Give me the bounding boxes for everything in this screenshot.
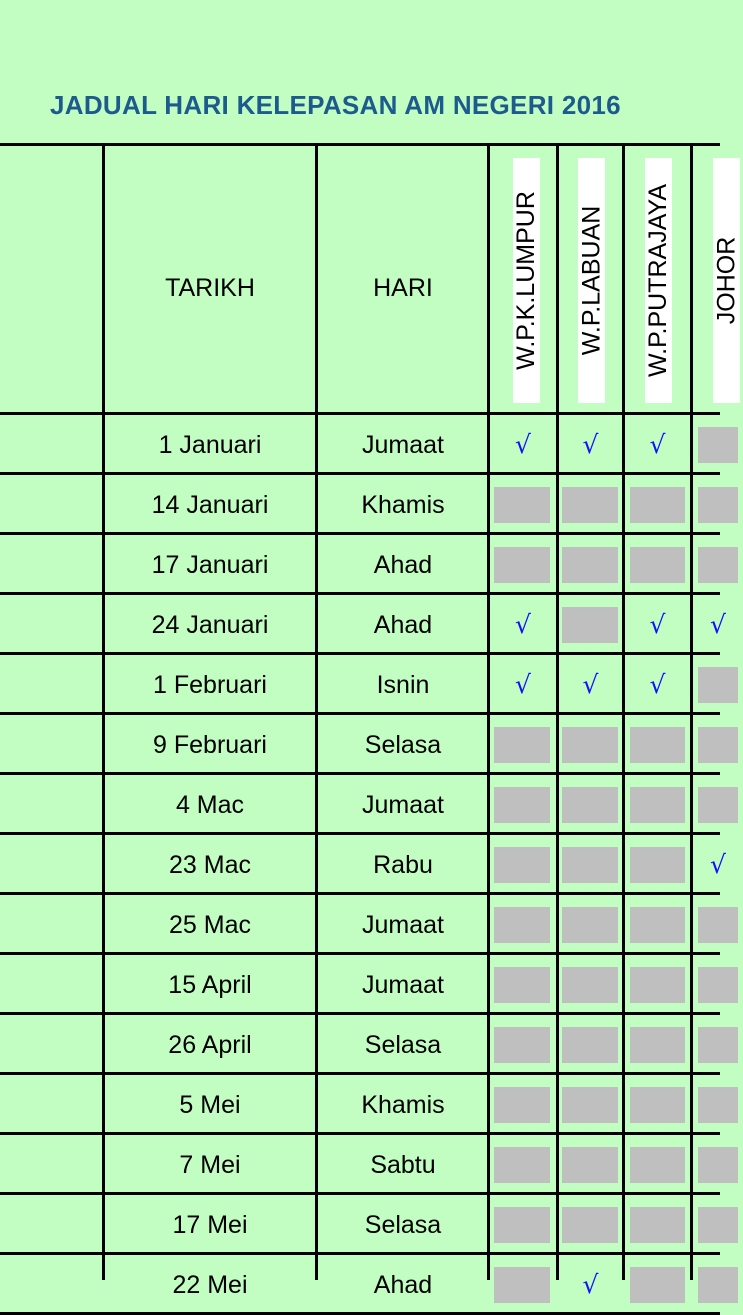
tarikh-cell: 14 Januari: [151, 491, 269, 519]
empty-cell-box: [562, 547, 618, 583]
row-divider: [0, 772, 720, 775]
empty-cell-box: [562, 847, 618, 883]
table-row: [0, 1255, 720, 1315]
empty-cell-box: [562, 1027, 618, 1063]
hari-cell: Isnin: [376, 671, 430, 699]
empty-cell-box: [698, 1027, 738, 1063]
empty-cell-box: [698, 667, 738, 703]
column-divider: [556, 143, 559, 1280]
empty-cell-box: [494, 787, 550, 823]
table-row: [0, 1135, 720, 1195]
empty-cell-box: [630, 967, 685, 1003]
hari-cell: Sabtu: [370, 1151, 436, 1179]
row-divider: [0, 652, 720, 655]
empty-cell-box: [630, 1147, 685, 1183]
row-divider: [0, 1072, 720, 1075]
table-row: [0, 715, 720, 775]
holiday-check-mark: √: [649, 610, 666, 639]
empty-cell-box: [630, 1087, 685, 1123]
column-header-state-1: W.P.LABUAN: [578, 158, 605, 403]
hari-cell: Ahad: [373, 551, 433, 579]
hari-cell: Ahad: [373, 611, 433, 639]
hari-cell: Khamis: [361, 1091, 445, 1119]
empty-cell-box: [562, 727, 618, 763]
empty-cell-box: [630, 547, 685, 583]
holiday-check-mark: √: [582, 430, 599, 459]
tarikh-cell: 26 April: [168, 1031, 252, 1059]
table-row: [0, 1015, 720, 1075]
tarikh-cell: 23 Mac: [169, 851, 251, 879]
empty-cell-box: [494, 727, 550, 763]
holiday-check-mark: √: [649, 670, 666, 699]
table-row: [0, 655, 720, 715]
row-divider: [0, 952, 720, 955]
empty-cell-box: [494, 967, 550, 1003]
holiday-check-mark: √: [515, 430, 531, 459]
tarikh-cell: 17 Januari: [151, 551, 269, 579]
hari-cell: Ahad: [373, 1271, 433, 1299]
hari-cell: Rabu: [373, 851, 433, 879]
column-divider: [690, 143, 693, 1280]
empty-cell-box: [698, 1147, 738, 1183]
empty-cell-box: [494, 1087, 550, 1123]
table-row: [0, 835, 726, 895]
empty-cell-box: [562, 1147, 618, 1183]
hari-cell: Selasa: [364, 1211, 442, 1239]
table-row: [0, 535, 720, 595]
hari-cell: Jumaat: [362, 431, 444, 459]
empty-cell-box: [698, 1267, 738, 1303]
row-divider: [0, 1192, 720, 1195]
row-divider: [0, 532, 720, 535]
hari-cell: Selasa: [364, 731, 442, 759]
hari-cell: Jumaat: [362, 971, 444, 999]
empty-cell-box: [698, 907, 738, 943]
row-divider: [0, 712, 720, 715]
table-row: [0, 895, 720, 955]
table-row: [0, 595, 726, 655]
empty-cell-box: [494, 847, 550, 883]
empty-cell-box: [494, 907, 550, 943]
empty-cell-box: [562, 787, 618, 823]
header-border-bottom: [0, 412, 720, 415]
empty-cell-box: [494, 1147, 550, 1183]
tarikh-cell: 22 Mei: [172, 1271, 248, 1299]
hari-cell: Khamis: [361, 491, 445, 519]
empty-cell-box: [630, 727, 685, 763]
column-header-hari: HARI: [373, 274, 433, 302]
holiday-check-mark: √: [515, 670, 531, 699]
empty-cell-box: [698, 967, 738, 1003]
page-title: JADUAL HARI KELEPASAN AM NEGERI 2016: [50, 90, 621, 120]
holiday-check-mark: √: [515, 610, 531, 639]
row-divider: [0, 592, 720, 595]
column-header-state-0: W.P.K.LUMPUR: [513, 158, 540, 403]
row-divider: [0, 832, 720, 835]
empty-cell-box: [698, 1207, 738, 1243]
row-divider: [0, 472, 720, 475]
empty-cell-box: [630, 1267, 685, 1303]
column-divider: [487, 143, 490, 1280]
row-divider: [0, 1252, 720, 1255]
table-row: [0, 955, 720, 1015]
tarikh-cell: 4 Mac: [175, 791, 245, 819]
tarikh-cell: 17 Mei: [172, 1211, 248, 1239]
tarikh-cell: 5 Mei: [179, 1091, 241, 1119]
empty-cell-box: [630, 1207, 685, 1243]
empty-cell-box: [562, 487, 618, 523]
empty-cell-box: [698, 547, 738, 583]
table-row: [0, 415, 720, 475]
empty-cell-box: [562, 907, 618, 943]
empty-cell-box: [562, 607, 618, 643]
empty-cell-box: [494, 1027, 550, 1063]
hari-cell: Selasa: [364, 1031, 442, 1059]
hari-cell: Jumaat: [362, 791, 444, 819]
tarikh-cell: 25 Mac: [169, 911, 251, 939]
empty-cell-box: [698, 727, 738, 763]
empty-cell-box: [494, 547, 550, 583]
empty-cell-box: [630, 847, 685, 883]
holiday-check-mark: √: [582, 1270, 599, 1299]
table-border-top: [0, 143, 720, 146]
row-divider: [0, 1132, 720, 1135]
tarikh-cell: 9 Februari: [153, 731, 267, 759]
holiday-check-mark: √: [649, 430, 666, 459]
tarikh-cell: 1 Februari: [153, 671, 267, 699]
empty-cell-box: [494, 1267, 550, 1303]
empty-cell-box: [698, 787, 738, 823]
column-divider: [102, 143, 105, 1280]
holiday-check-mark: √: [710, 850, 726, 879]
table-row: [0, 475, 720, 535]
column-header-tarikh: TARIKH: [165, 274, 255, 302]
tarikh-cell: 24 Januari: [151, 611, 269, 639]
empty-cell-box: [630, 907, 685, 943]
table-row: [0, 1195, 720, 1255]
empty-cell-box: [562, 1087, 618, 1123]
column-divider: [622, 143, 625, 1280]
empty-cell-box: [698, 427, 738, 463]
empty-cell-box: [562, 967, 618, 1003]
empty-cell-box: [630, 787, 685, 823]
tarikh-cell: 1 Januari: [158, 431, 262, 459]
table-row: [0, 1075, 720, 1135]
empty-cell-box: [562, 1207, 618, 1243]
table-row: [0, 775, 720, 835]
empty-cell-box: [698, 1087, 738, 1123]
row-divider: [0, 892, 720, 895]
column-header-state-2: W.P.PUTRAJAYA: [645, 158, 672, 403]
hari-cell: Jumaat: [362, 911, 444, 939]
empty-cell-box: [630, 1027, 685, 1063]
empty-cell-box: [630, 487, 685, 523]
tarikh-cell: 7 Mei: [179, 1151, 241, 1179]
column-divider: [315, 143, 318, 1280]
tarikh-cell: 15 April: [168, 971, 252, 999]
column-header-state-3: JOHOR: [713, 158, 740, 403]
empty-cell-box: [494, 487, 550, 523]
empty-cell-box: [698, 487, 738, 523]
row-divider: [0, 1012, 720, 1015]
holiday-check-mark: √: [582, 670, 599, 699]
holiday-check-mark: √: [710, 610, 726, 639]
empty-cell-box: [494, 1207, 550, 1243]
